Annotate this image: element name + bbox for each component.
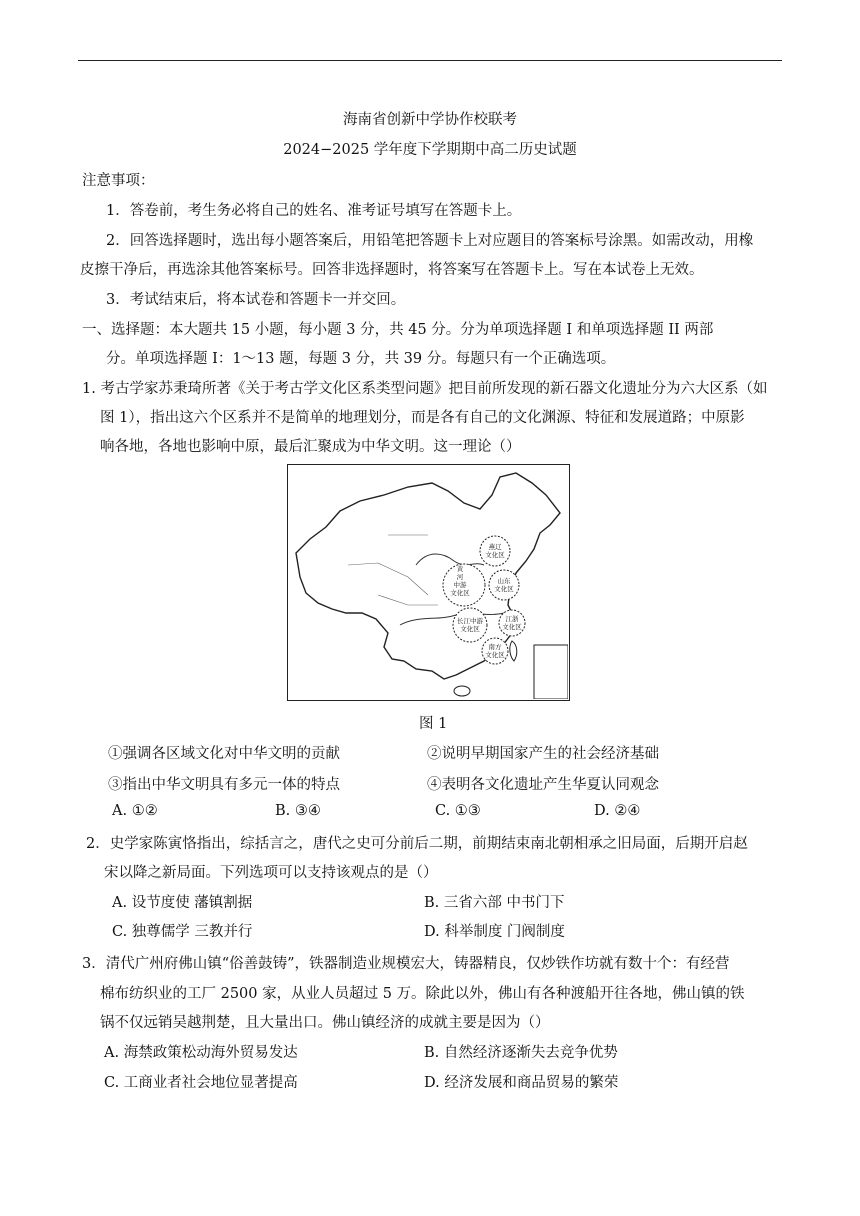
note-1: 1．答卷前，考生务必将自己的姓名、准考证号填写在答题卡上。 (106, 203, 522, 219)
note-2-cont: 皮擦干净后，再选涂其他答案标号。回答非选择题时，将答案写在答题卡上。写在本试卷上无效。 (80, 262, 704, 278)
q1-option-a[interactable]: A. ①② (112, 803, 158, 819)
q1-line3: 响各地，各地也影响中原，最后汇聚成为中华文明。这一理论（） (100, 439, 521, 455)
zhongyuan-label-1: 黄 (456, 565, 464, 573)
yellow-river (416, 554, 484, 565)
top-rule (78, 60, 782, 61)
note-2: 2．回答选择题时，选出每小题答案后，用铅笔把答题卡上对应题目的答案标号涂黑。如需改动，用橡 (106, 233, 754, 249)
q2-line1: 2．史学家陈寅恪指出，综括言之，唐代之史可分前后二期，前期结束南北朝相承之旧局面，后期开启赵 (86, 836, 748, 852)
zhongyuan-label-4: 文化区 (450, 589, 470, 597)
q2-option-d[interactable]: D. 科举制度 门阀制度 (424, 924, 565, 940)
q3-line3: 锅不仅远销吴越荆楚，且大量出口。佛山镇经济的成就主要是因为（） (100, 1015, 550, 1031)
shandong-label-2: 文化区 (494, 585, 514, 593)
q3-line1: 3．清代广州府佛山镇“俗善鼓铸”，铁器制造业规模宏大，铸器精良，仅炒铁作坊就有数十个：有经营 (82, 956, 730, 972)
q1-statement-2: ②说明早期国家产生的社会经济基础 (427, 746, 659, 762)
yanliao-label-1: 燕辽 (488, 543, 502, 551)
q1-statement-1: ①强调各区域文化对中华文明的贡献 (108, 746, 340, 762)
note-3: 3．考试结束后，将本试卷和答题卡一并交回。 (106, 292, 406, 308)
nanfang-label-2: 文化区 (485, 651, 505, 659)
nanfang-label-1: 南方 (488, 643, 502, 651)
q3-option-c[interactable]: C. 工商业者社会地位显著提高 (104, 1075, 298, 1091)
changjiang-label-1: 长江中游 (457, 617, 483, 625)
q1-option-c[interactable]: C. ①③ (435, 803, 481, 819)
figure-caption: 图 1 (419, 716, 448, 732)
jiangzhe-label-2: 文化区 (502, 623, 522, 631)
q2-line2: 宋以降之新局面。下列选项可以支持该观点的是（） (104, 865, 438, 881)
q1-statement-4: ④表明各文化遗址产生华夏认同观念 (427, 777, 659, 793)
q1-statement-3: ③指出中华文明具有多元一体的特点 (108, 777, 340, 793)
q3-option-d[interactable]: D. 经济发展和商品贸易的繁荣 (424, 1075, 619, 1091)
section1-line2: 分。单项选择题 I：1～13 题，每题 3 分，共 39 分。每题只有一个正确选项。 (106, 351, 616, 367)
china-outline (296, 473, 560, 679)
q2-option-b[interactable]: B. 三省六部 中书门下 (424, 895, 565, 911)
zhongyuan-label-3: 中游 (453, 581, 467, 589)
china-map-figure (287, 464, 570, 701)
q2-option-a[interactable]: A. 设节度使 藩镇割据 (112, 895, 253, 911)
shandong-label-1: 山东 (497, 577, 511, 585)
q3-option-a[interactable]: A. 海禁政策松动海外贸易发达 (104, 1045, 298, 1061)
q3-option-b[interactable]: B. 自然经济逐渐失去竞争优势 (424, 1045, 618, 1061)
notes-heading: 注意事项： (82, 173, 155, 189)
q1-line2: 图 1），指出这六个区系并不是简单的地理划分，而是各有自己的文化渊源、特征和发展道路；中原影 (100, 410, 745, 426)
exam-title: 2024−2025 学年度下学期期中高二历史试题 (283, 142, 577, 158)
china-map (288, 465, 568, 699)
q3-line2: 棉布纺织业的工厂 2500 家，从业人员超过 5 万。除此以外，佛山有各种渡船开往各地，佛山镇的铁 (100, 986, 745, 1002)
taiwan-island (510, 641, 517, 661)
q1-line1: 1. 考古学家苏秉琦所著《关于考古学文化区系类型问题》把目前所发现的新石器文化遗址分为六大区系（如 (82, 381, 768, 397)
jiangzhe-label-1: 江浙 (505, 615, 519, 623)
q2-option-c[interactable]: C. 独尊儒学 三教并行 (112, 924, 253, 940)
changjiang-label-2: 文化区 (460, 625, 480, 633)
interior-borders (348, 535, 438, 605)
school-title: 海南省创新中学协作校联考 (343, 112, 517, 128)
q1-option-d[interactable]: D. ②④ (594, 803, 641, 819)
hainan-island (454, 686, 470, 696)
section1-line1: 一、选择题：本大题共 15 小题，每小题 3 分，共 45 分。分为单项选择题 I 和单项选择题 II 两部 (82, 322, 714, 338)
zhongyuan-label-2: 河 (456, 573, 464, 581)
south-sea-inset (534, 645, 568, 699)
yanliao-label-2: 文化区 (485, 551, 505, 559)
yangtze-river (400, 613, 504, 625)
q1-option-b[interactable]: B. ③④ (275, 803, 321, 819)
